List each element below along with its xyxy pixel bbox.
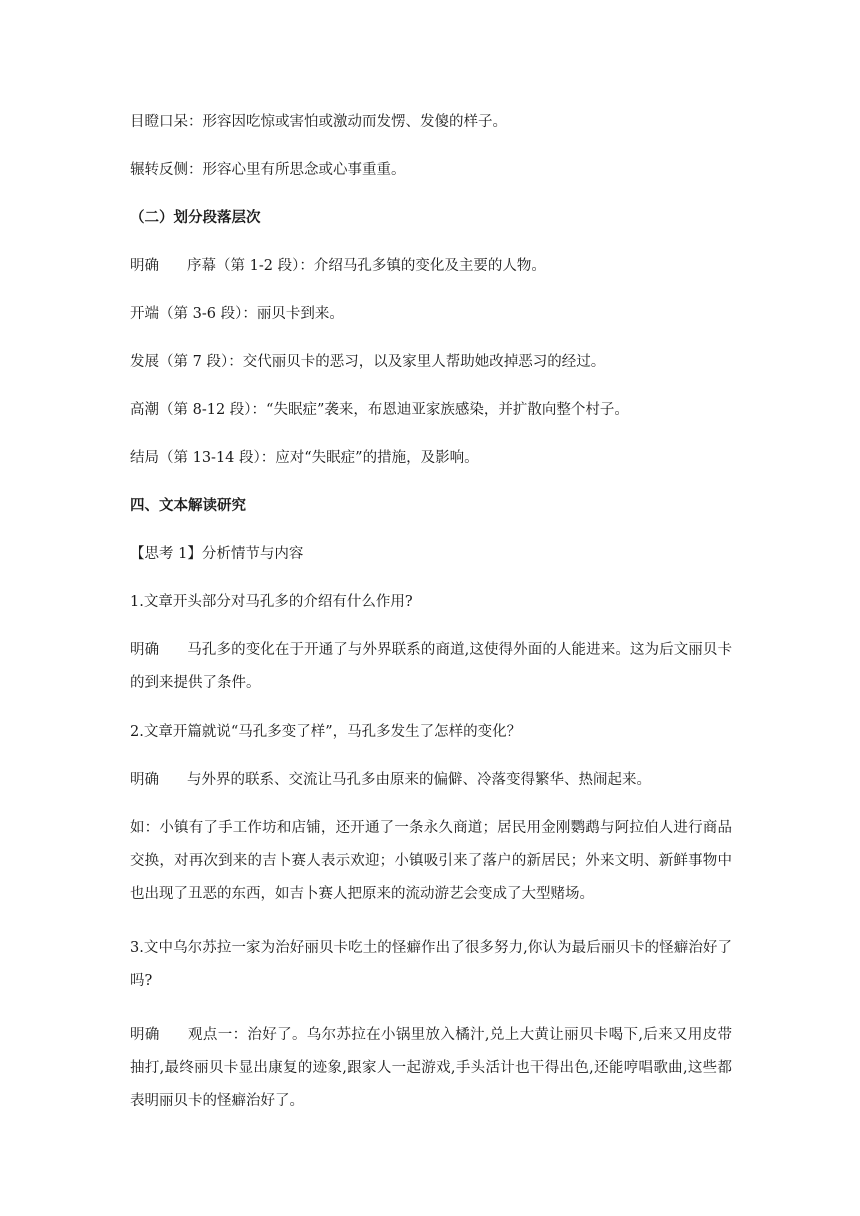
- section-heading-paragraph-division: （二）划分段落层次: [130, 209, 261, 226]
- idiom-definition-mudengkoudai: 目瞪口呆：形容因吃惊或害怕或激动而发愣、发傻的样子。: [130, 114, 507, 130]
- idiom-definition-zhanzhuanfance: 辗转反侧：形容心里有所思念或心事重重。: [130, 162, 406, 178]
- structure-development: 发展（第 7 段）：交代丽贝卡的恶习，以及家里人帮助她改掉恶习的经过。: [130, 354, 606, 370]
- answer-label: 明确: [130, 1027, 160, 1043]
- answer-text: 马孔多的变化在于开通了与外界联系的商道,这使得外面的人能进来。这为后文丽贝卡的到来提供了条件。: [130, 642, 733, 691]
- answer-2: [130, 770, 730, 790]
- answer-prologue: [130, 256, 730, 276]
- answer-label: 明确: [130, 258, 159, 274]
- question-1: 1.文章开头部分对马孔多的介绍有什么作用?: [130, 594, 413, 610]
- answer-text: 与外界的联系、交流让马孔多由原来的偏僻、冷落变得繁华、热闹起来。: [187, 772, 651, 788]
- answer-text: 观点一：治好了。乌尔苏拉在小锅里放入橘汁,兑上大黄让丽贝卡喝下,后来又用皮带抽打,最终丽贝卡显出康复的迹象,跟家人一起游戏,手头活计也干得出色,还能哼唱歌曲,这些都表明丽贝卡的怪癖治好了。: [130, 1027, 733, 1109]
- answer-label: 明确: [130, 772, 159, 788]
- question-3: 3.文中乌尔苏拉一家为治好丽贝卡吃土的怪癖作出了很多努力,你认为最后丽贝卡的怪癖治好了吗?: [130, 940, 732, 989]
- answer-1: [130, 634, 732, 700]
- answer-text: 序幕（第 1-2 段）：介绍马孔多镇的变化及主要的人物。: [187, 258, 546, 274]
- example-paragraph: 如：小镇有了手工作坊和店铺，还开通了一条永久商道；居民用金刚鹦鹉与阿拉伯人进行商品交换，对再次到来的吉卜赛人表示欢迎；小镇吸引来了落户的新居民；外来文明、新鲜事物中也出现了丑恶的东西，如吉卜赛人把原来的流动游艺会变成了大型赌场。: [130, 820, 732, 902]
- question-2: 2.文章开篇就说“马孔多变了样”，马孔多发生了怎样的变化？: [130, 724, 522, 740]
- section-heading-text-study: 四、文本解读研究: [130, 497, 246, 514]
- structure-ending: 结局（第 13-14 段）：应对“失眠症”的措施，及影响。: [130, 450, 479, 466]
- answer-label: 明确: [130, 642, 160, 658]
- structure-climax: 高潮（第 8-12 段）：“失眠症”袭来，布恩迪亚家族感染，并扩散向整个村子。: [130, 402, 629, 418]
- thinking-heading-1: 【思考 1】分析情节与内容: [130, 546, 304, 562]
- answer-3: [130, 1019, 732, 1118]
- structure-beginning: 开端（第 3-6 段）：丽贝卡到来。: [130, 306, 344, 322]
